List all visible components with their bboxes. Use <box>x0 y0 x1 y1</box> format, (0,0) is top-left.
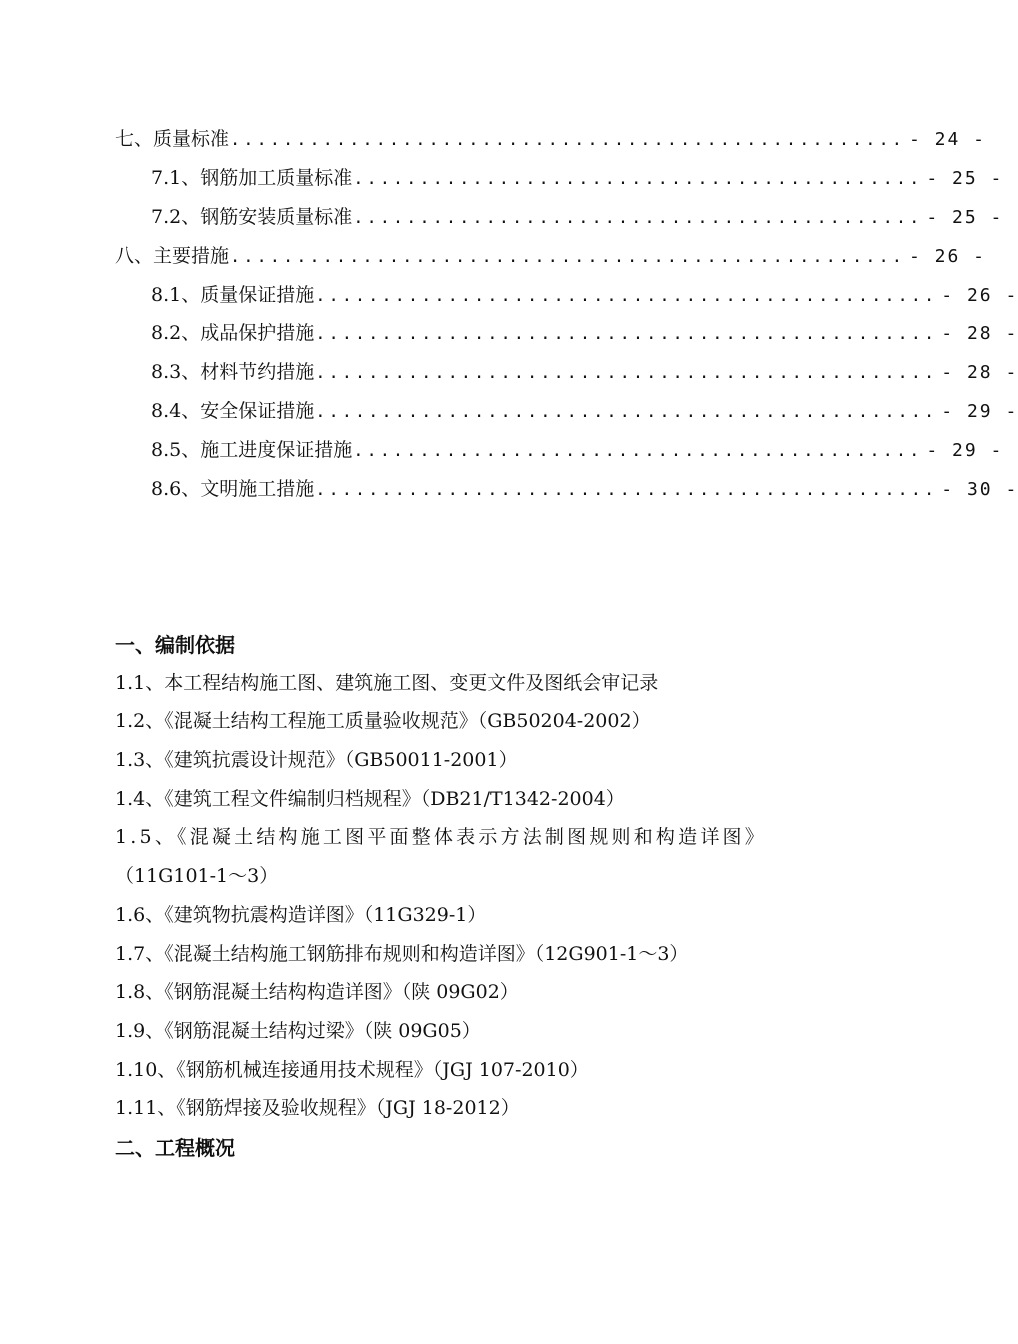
list-item-continuation: （11G101-1～3） <box>115 865 279 887</box>
toc-page-number: - 28 - <box>941 362 1018 383</box>
toc-entry-title: 8.4、安全保证措施 <box>151 400 315 422</box>
toc-page-number: - 25 - <box>926 168 1004 189</box>
toc-page-number: - 25 - <box>926 207 1004 228</box>
toc-entry[interactable] <box>151 396 1018 428</box>
list-item: 1.3、《建筑抗震设计规范》（GB50011-2001） <box>115 749 518 771</box>
toc-entry-title: 8.1、质量保证措施 <box>151 284 315 306</box>
toc-leader-dots: ............................................... <box>315 402 938 422</box>
list-item: 1.7、《混凝土结构施工钢筋排布规则和构造详图》（12G901-1～3） <box>115 943 689 965</box>
toc-leader-dots: ............................................... <box>315 363 938 383</box>
toc-entry[interactable] <box>151 318 1018 350</box>
toc-page-number: - 26 - <box>909 246 987 267</box>
toc-entry-title: 7.2、钢筋安装质量标准 <box>151 206 353 228</box>
toc-page-number: - 29 - <box>941 401 1018 422</box>
toc-entry[interactable] <box>115 124 987 156</box>
section-heading: 二、工程概况 <box>115 1136 235 1160</box>
toc-leader-dots: ................................................... <box>230 130 905 150</box>
toc-leader-dots: ................................................... <box>230 247 905 267</box>
toc-leader-dots: ............................................... <box>315 480 938 500</box>
list-item: 1.10、《钢筋机械连接通用技术规程》（JGJ 107-2010） <box>115 1059 589 1081</box>
toc-entry[interactable] <box>151 474 1018 506</box>
toc-page-number: - 26 - <box>941 285 1018 306</box>
toc-page-number: - 24 - <box>909 129 987 150</box>
toc-leader-dots: ........................................... <box>353 169 923 189</box>
toc-entry-title: 七、质量标准 <box>115 128 230 150</box>
toc-leader-dots: ............................................... <box>315 286 938 306</box>
list-item: 1.8、《钢筋混凝土结构构造详图》（陕 09G02） <box>115 981 519 1003</box>
toc-entry-title: 7.1、钢筋加工质量标准 <box>151 167 353 189</box>
list-item: 1.6、《建筑物抗震构造详图》（11G329-1） <box>115 904 487 926</box>
list-item: 1.2、《混凝土结构工程施工质量验收规范》（GB50204-2002） <box>115 710 651 732</box>
toc-leader-dots: ........................................... <box>353 441 923 461</box>
section-heading: 一、编制依据 <box>115 633 235 657</box>
toc-entry-title: 8.2、成品保护措施 <box>151 322 315 344</box>
list-item: 1.11、《钢筋焊接及验收规程》（JGJ 18-2012） <box>115 1097 520 1119</box>
toc-leader-dots: ........................................... <box>353 208 923 228</box>
toc-page-number: - 29 - <box>926 440 1004 461</box>
toc-entry[interactable] <box>115 241 987 273</box>
toc-entry[interactable] <box>151 202 1004 234</box>
toc-entry[interactable] <box>151 357 1018 389</box>
list-item: 1.4、《建筑工程文件编制归档规程》（DB21/T1342-2004） <box>115 788 625 810</box>
toc-entry[interactable] <box>151 280 1018 312</box>
toc-entry[interactable] <box>151 163 1004 195</box>
toc-page-number: - 28 - <box>941 323 1018 344</box>
toc-entry-title: 八、主要措施 <box>115 245 230 267</box>
toc-entry-title: 8.3、材料节约措施 <box>151 361 315 383</box>
toc-page-number: - 30 - <box>941 479 1018 500</box>
toc-leader-dots: ............................................... <box>315 324 938 344</box>
list-item: 1.9、《钢筋混凝土结构过梁》（陕 09G05） <box>115 1020 481 1042</box>
list-item: 1.1、本工程结构施工图、建筑施工图、变更文件及图纸会审记录 <box>115 672 659 694</box>
toc-entry-title: 8.6、文明施工措施 <box>151 478 315 500</box>
list-item: 1.5、《混凝土结构施工图平面整体表示方法制图规则和构造详图》 <box>115 826 767 848</box>
toc-entry-title: 8.5、施工进度保证措施 <box>151 439 353 461</box>
toc-entry[interactable] <box>151 435 1004 467</box>
